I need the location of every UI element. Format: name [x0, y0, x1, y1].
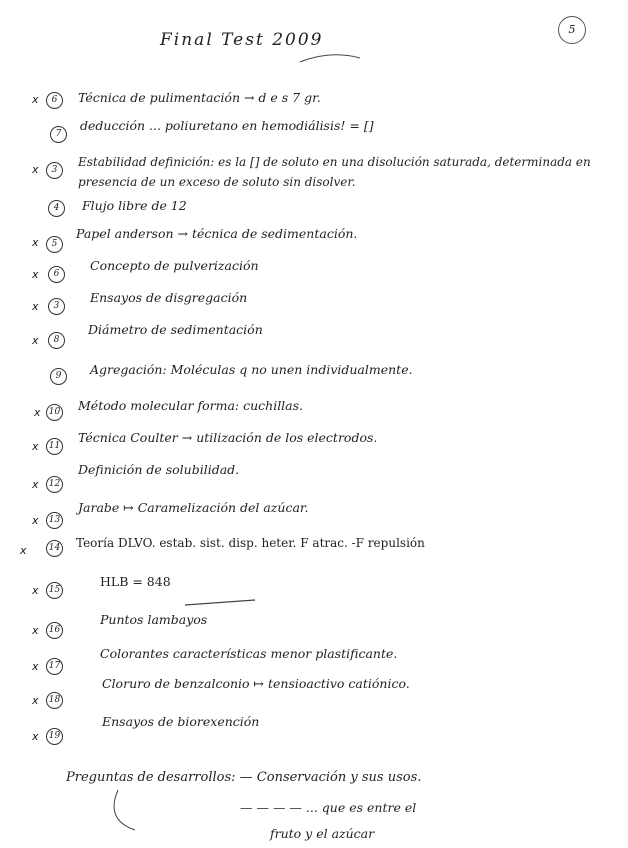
item-text: Técnica de pulimentación → d e s 7 gr. — [78, 90, 321, 105]
footer-line: fruto y el azúcar — [270, 826, 375, 841]
check-mark: x — [32, 730, 39, 743]
check-mark: x — [32, 268, 39, 281]
item-number: 5 — [46, 236, 63, 253]
check-mark: x — [32, 624, 39, 637]
item-number: 18 — [46, 692, 63, 709]
item-number: 19 — [46, 728, 63, 745]
check-mark: x — [32, 93, 39, 106]
item-number: 9 — [50, 368, 67, 385]
item-text: Concepto de pulverización — [90, 258, 259, 273]
item-number: 17 — [46, 658, 63, 675]
check-mark: x — [32, 163, 39, 176]
item-text: Papel anderson → técnica de sedimentación. — [76, 226, 358, 241]
check-mark: x — [20, 544, 27, 557]
footer-line: Preguntas de desarrollos: — Conservación y sus usos. — [66, 770, 422, 785]
item-number: 12 — [46, 476, 63, 493]
item-number: 6 — [48, 266, 65, 283]
item-text: Definición de solubilidad. — [78, 462, 240, 477]
item-text: Colorantes características menor plastificante. — [100, 646, 398, 661]
item-text: deducción ... poliuretano en hemodiálisis! = [] — [80, 118, 374, 133]
item-text: Ensayos de disgregación — [90, 290, 248, 305]
item-text: Flujo libre de 12 — [82, 198, 187, 213]
item-number: 7 — [50, 126, 67, 143]
item-number: 13 — [46, 512, 63, 529]
item-number: 8 — [48, 332, 65, 349]
check-mark: x — [32, 478, 39, 491]
page-title: Final Test 2009 — [160, 30, 324, 50]
item-number: 11 — [46, 438, 63, 455]
item-number: 15 — [46, 582, 63, 599]
item-number: 10 — [46, 404, 63, 421]
check-mark: x — [32, 440, 39, 453]
item-number: 3 — [48, 298, 65, 315]
item-number: 3 — [46, 162, 63, 179]
check-mark: x — [34, 406, 41, 419]
page-number: 5 — [558, 16, 586, 44]
item-text: Jarabe ↦ Caramelización del azúcar. — [78, 500, 309, 515]
item-text: Técnica Coulter → utilización de los electrodos. — [78, 430, 378, 445]
check-mark: x — [32, 660, 39, 673]
item-text: Puntos lambayos — [100, 612, 208, 627]
item-text: Teoría DLVO. estab. sist. disp. heter. F atrac. -F repulsión — [76, 536, 425, 550]
check-mark: x — [32, 694, 39, 707]
check-mark: x — [32, 334, 39, 347]
item-text: Agregación: Moléculas q no unen individualmente. — [90, 362, 413, 377]
item-text: Método molecular forma: cuchillas. — [78, 398, 304, 413]
item-text: Cloruro de benzalconio ↦ tensioactivo catiónico. — [102, 676, 410, 691]
item-number: 14 — [46, 540, 63, 557]
item-number: 6 — [46, 92, 63, 109]
item-text: Estabilidad definición: es la [] de soluto en una disolución saturada, determinada en presencia de un exceso de soluto sin disolver. — [78, 155, 591, 189]
item-text: HLB = 848 — [100, 574, 171, 589]
check-mark: x — [32, 236, 39, 249]
footer-line: — — — — ... que es entre el — [240, 800, 417, 815]
item-number: 4 — [48, 200, 65, 217]
item-text: Diámetro de sedimentación — [88, 322, 263, 337]
check-mark: x — [32, 514, 39, 527]
item-number: 16 — [46, 622, 63, 639]
item-text: Ensayos de biorexención — [102, 714, 260, 729]
check-mark: x — [32, 300, 39, 313]
check-mark: x — [32, 584, 39, 597]
